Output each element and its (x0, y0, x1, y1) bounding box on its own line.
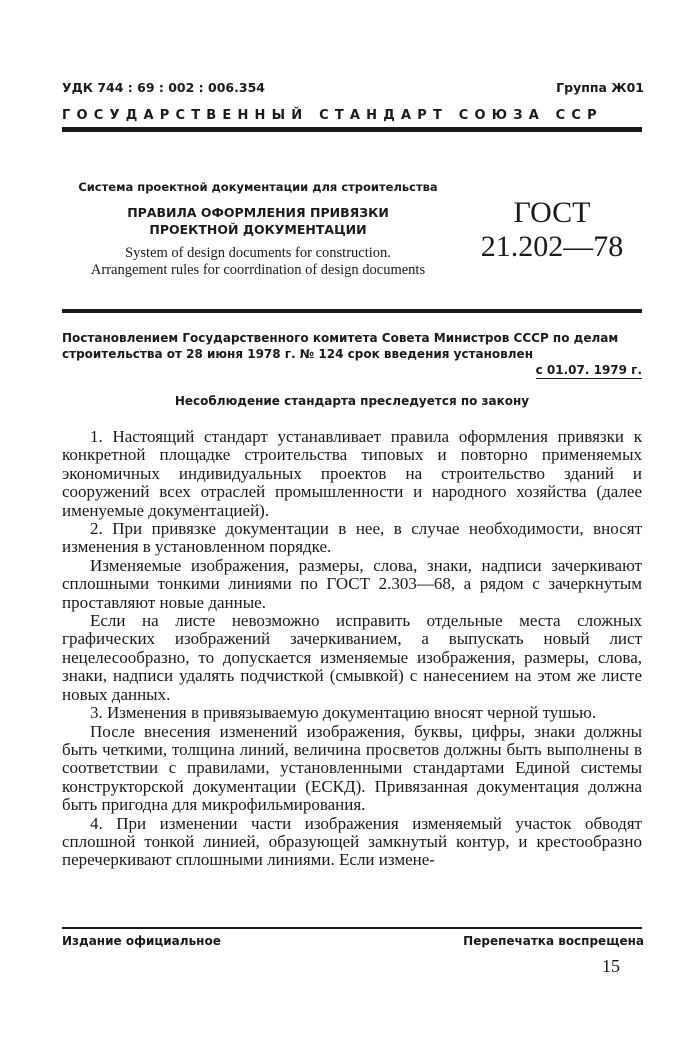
decree-text: Постановлением Государственного комитета Совета Министров СССР по делам строительства от 28 июня 1978 г. № 124 срок введения установлен (62, 331, 619, 361)
english-title-line-1: System of design documents for construction. (125, 245, 391, 261)
system-name: Система проектной документации для строительства (78, 180, 438, 194)
footer-rule (62, 927, 642, 929)
page-number: 15 (602, 956, 620, 976)
reprint-note: Перепечатка воспрещена (463, 934, 644, 948)
udk-code: УДК 744 : 69 : 002 : 006.354 (62, 80, 265, 95)
paragraph: 1. Настоящий стандарт устанавливает правила оформления привязки к конкретной площадке строительства типовых и повторно применяемых экономичных индивидуальных проектов на строительство зданий и сооружений всех отраслей промышленности и народного хозяйства (далее именуемые документацией). (62, 427, 642, 520)
title-line-2: ПРОЕКТНОЙ ДОКУМЕНТАЦИИ (149, 222, 367, 237)
gost-designation (462, 196, 642, 264)
decree-date-row (62, 363, 642, 377)
decree-date: с 01.07. 1979 г. (535, 363, 642, 377)
paragraph: После внесения изменений изображения, буквы, цифры, знаки должны быть четкими, толщина линий, величина просветов должны быть выполнены в соответствии с правилами, установленными стандартами Единой системы конструкторской документации (ЕСКД). Привязанная документация должна быть пригодна для микрофильмирования. (62, 721, 642, 815)
english-title-line-2: Arrangement rules for coorrdination of design documents (90, 262, 426, 278)
gost-number: 21.202—78 (480, 230, 624, 263)
paragraph: 2. При привязке документации в нее, в случае необходимости, вносят изменения в установленном порядке. (62, 519, 642, 557)
header-rule (62, 127, 642, 132)
gost-label: ГОСТ (513, 196, 591, 229)
paragraph: Изменяемые изображения, размеры, слова, знаки, надписи зачеркивают сплошными тонкими линиями по ГОСТ 2.303—68, а рядом с зачеркнутым проставляют новые данные. (62, 555, 642, 612)
standard-body (62, 428, 642, 870)
title-block-rule (62, 309, 642, 313)
edition-note: Издание официальное (62, 934, 221, 948)
group-code: Группа Ж01 (556, 80, 644, 95)
state-standard-heading: ГОСУДАРСТВЕННЫЙ СТАНДАРТ СОЮЗА ССР (62, 108, 603, 123)
paragraph: 4. При изменении части изображения изменяемый участок обводят сплошной тонкой линией, образующей замкнутый контур, и крестообразно перечеркивают сплошными линиями. Если измене- (62, 813, 642, 870)
law-notice: Несоблюдение стандарта преследуется по закону (174, 394, 530, 408)
title-line-1: ПРАВИЛА ОФОРМЛЕНИЯ ПРИВЯЗКИ (127, 205, 389, 220)
paragraph: Если на листе невозможно исправить отдельные места сложных графических изображений зачеркиванием, а выпускать новый лист нецелесообразно, то допускается изменяемые изображения, размеры, слова, знаки, надписи удалять подчисткой (смывкой) с нанесением на этом же листе новых данных. (62, 611, 642, 704)
paragraph: 3. Изменения в привязываемую документацию вносят черной тушью. (90, 703, 597, 723)
